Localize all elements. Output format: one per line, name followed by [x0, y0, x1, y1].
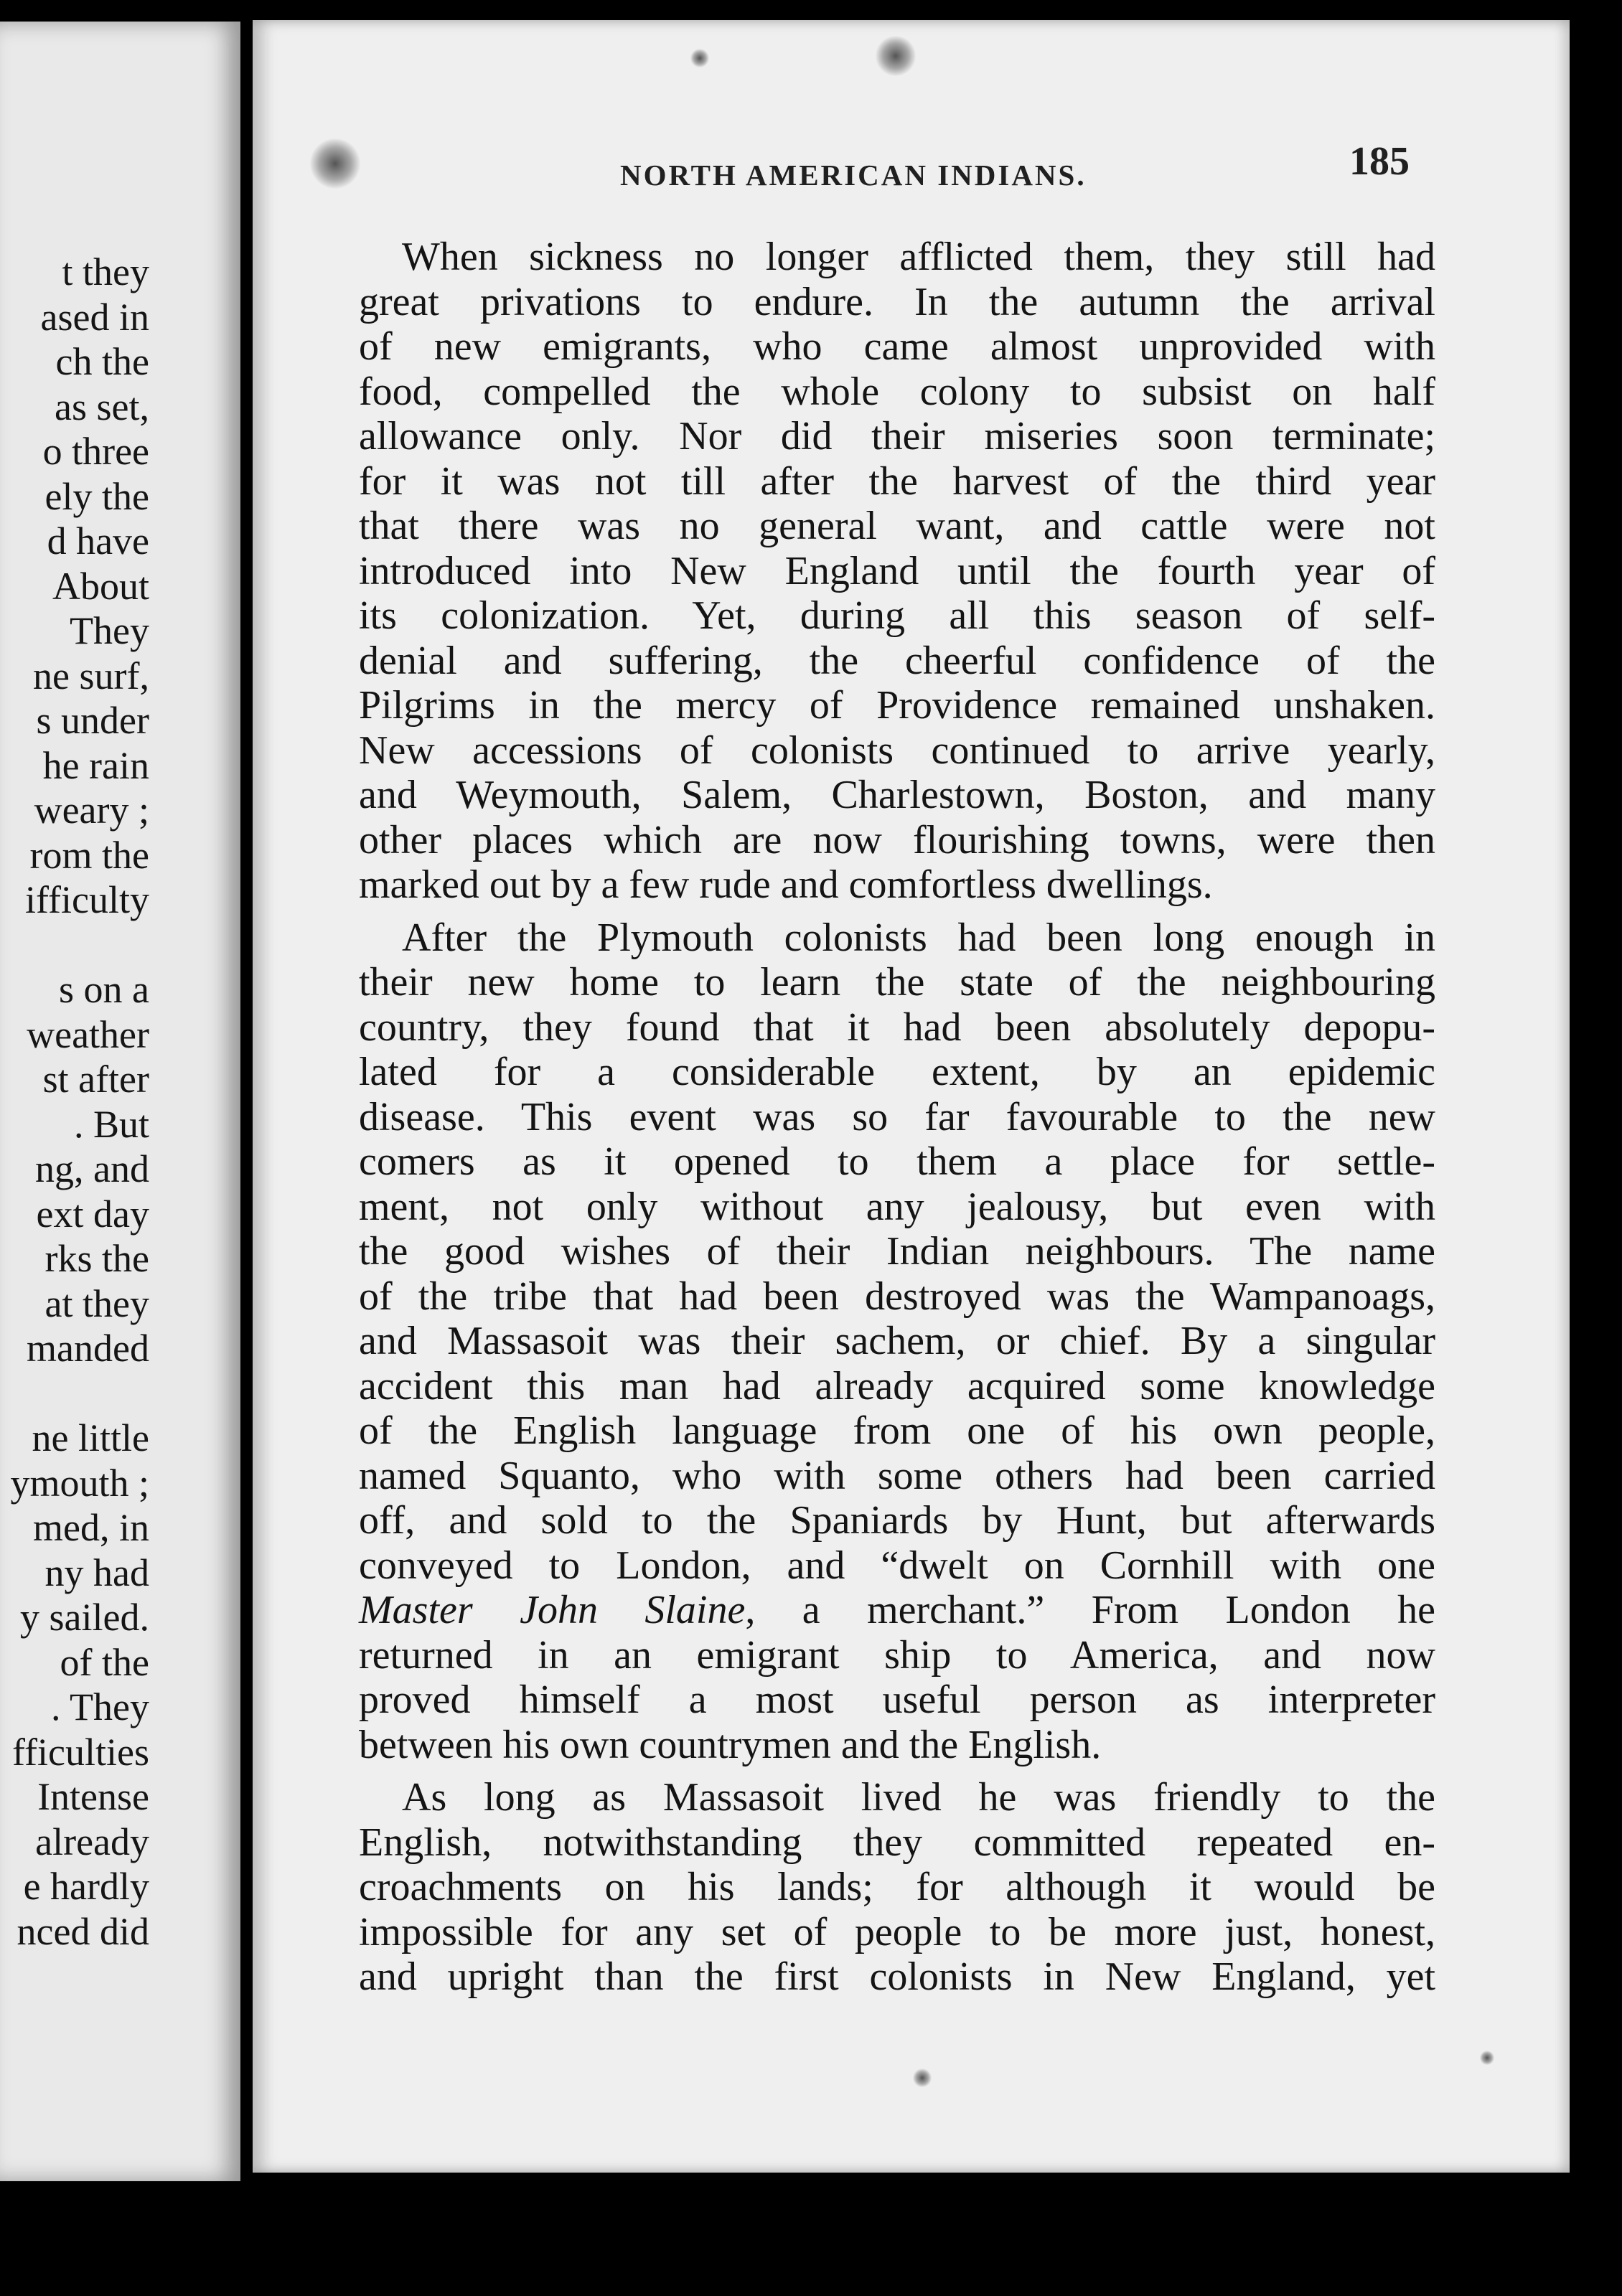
running-head: NORTH AMERICAN INDIANS. [620, 159, 1087, 192]
text-line: between his own countrymen and the English. [359, 1722, 1102, 1767]
facing-line-fragment: as set, [55, 385, 149, 428]
text-line: of new emigrants, who came almost unprovided with [359, 324, 1435, 369]
text-line: comers as it opened to them a place for settle- [359, 1139, 1435, 1184]
facing-line-fragment: ny had [44, 1551, 149, 1594]
text-line: croachments on his lands; for although it would be [359, 1865, 1435, 1909]
text-line: ment, not only without any jealousy, but even with [359, 1184, 1435, 1229]
facing-line-fragment: ymouth ; [10, 1461, 149, 1505]
facing-line-fragment: at they [44, 1281, 149, 1325]
text-line: country, they found that it had been absolutely depopu- [359, 1004, 1435, 1050]
text-line: introduced into New England until the fourth year of [359, 548, 1435, 593]
facing-line-fragment: ased in [40, 295, 149, 339]
dust-spot [876, 36, 916, 76]
paragraph-1 [359, 235, 1435, 908]
text-line: marked out by a few rude and comfortless dwellings. [359, 862, 1213, 907]
page-number: 185 [1349, 139, 1410, 184]
facing-line-fragment: already [35, 1820, 149, 1863]
facing-line-fragment: o three [42, 430, 149, 473]
text-line: When sickness no longer afflicted them, they still had [402, 235, 1435, 279]
facing-line-fragment: st after [42, 1058, 149, 1101]
text-line: other places which are now flourishing towns, were then [359, 817, 1435, 862]
facing-line-fragment [0, 1371, 149, 1416]
text-line: After the Plymouth colonists had been long enough in [402, 915, 1435, 960]
body-text [359, 235, 1435, 2000]
text-line: and Massasoit was their sachem, or chief. By a singular [359, 1319, 1435, 1363]
text-line: great privations to endure. In the autumn the arrival [359, 279, 1435, 324]
text-line: and upright than the first colonists in New England, yet [359, 1954, 1435, 1999]
paragraph-2 [359, 916, 1435, 1768]
text-line: of the tribe that had been destroyed was the Wampanoags, [359, 1274, 1435, 1319]
facing-line-fragment: ext day [36, 1192, 149, 1236]
text-line: impossible for any set of people to be more just, honest, [359, 1909, 1435, 1954]
text-line: lated for a considerable extent, by an epidemic [359, 1050, 1435, 1094]
dust-spot [690, 49, 709, 67]
facing-line-fragment: fficulties [12, 1730, 149, 1774]
dust-spot [1480, 2051, 1494, 2065]
text-line: returned in an emigrant ship to America, and now [359, 1632, 1435, 1678]
facing-line-fragment: ely the [44, 474, 149, 518]
text-line: and Weymouth, Salem, Charlestown, Boston, and many [359, 773, 1435, 817]
facing-line-fragment: nced did [17, 1909, 149, 1953]
text-line: conveyed to London, and “dwelt on Cornhill with one [359, 1543, 1435, 1588]
facing-line-fragment: manded [27, 1327, 149, 1370]
facing-line-fragment: ifficulty [25, 878, 149, 921]
facing-line-fragment: . They [51, 1685, 149, 1728]
facing-line-fragment: he rain [42, 743, 149, 787]
facing-line-fragment: ch the [55, 340, 149, 383]
facing-line-fragment: ne surf, [33, 654, 149, 697]
scan-border-right [1570, 0, 1622, 2296]
facing-line-fragment [0, 923, 149, 968]
text-line: New accessions of colonists continued to arrive yearly, [359, 728, 1435, 773]
text-line: their new home to learn the state of the neighbouring [359, 960, 1435, 1004]
text-line: Master John Slaine, a merchant.” From London he [359, 1588, 1435, 1632]
facing-line-fragment: of the [60, 1640, 149, 1684]
text-line: disease. This event was so far favourable to the new [359, 1094, 1435, 1139]
dust-spot [310, 138, 360, 189]
facing-page-text-fragments [0, 250, 149, 1954]
text-line: named Squanto, who with some others had been carried [359, 1453, 1435, 1498]
facing-line-fragment: y sailed. [20, 1596, 149, 1639]
facing-line-fragment: d have [47, 519, 149, 563]
facing-line-fragment: ne little [32, 1416, 149, 1459]
facing-line-fragment: . But [73, 1102, 149, 1146]
text-line: Pilgrims in the mercy of Providence remained unshaken. [359, 683, 1435, 728]
text-line: for it was not till after the harvest of the third year [359, 458, 1435, 504]
facing-line-fragment: weather [27, 1012, 149, 1056]
text-line: English, notwithstanding they committed repeated en- [359, 1820, 1435, 1865]
text-line: that there was no general want, and cattle were not [359, 504, 1435, 548]
dust-spot [913, 2069, 932, 2087]
text-line: allowance only. Nor did their miseries soon terminate; [359, 414, 1435, 458]
text-line: of the English language from one of his own people, [359, 1408, 1435, 1453]
text-line: the good wishes of their Indian neighbours. The name [359, 1229, 1435, 1274]
text-line: off, and sold to the Spaniards by Hunt, but afterwards [359, 1498, 1435, 1543]
text-line: denial and suffering, the cheerful confidence of the [359, 638, 1435, 683]
italic-name: Master John Slaine [359, 1588, 746, 1632]
text-line: As long as Massasoit lived he was friendly to the [402, 1775, 1435, 1820]
facing-line-fragment: rks the [44, 1237, 149, 1280]
facing-line-fragment: s on a [59, 968, 149, 1011]
text-line: food, compelled the whole colony to subsist on half [359, 369, 1435, 414]
facing-line-fragment: e hardly [23, 1865, 149, 1908]
text-line: accident this man had already acquired some knowledge [359, 1363, 1435, 1408]
facing-line-fragment: t they [62, 250, 149, 293]
facing-page-left [0, 22, 240, 2181]
facing-line-fragment: med, in [33, 1506, 149, 1549]
facing-line-fragment: Intense [37, 1775, 149, 1818]
paragraph-3 [359, 1775, 1435, 2000]
text-line: proved himself a most useful person as interpreter [359, 1678, 1435, 1722]
facing-line-fragment: ng, and [35, 1147, 149, 1190]
facing-line-fragment: rom the [29, 833, 149, 877]
facing-line-fragment: About [52, 564, 149, 608]
facing-line-fragment: They [70, 609, 149, 652]
facing-line-fragment: weary ; [34, 789, 149, 832]
text-line: its colonization. Yet, during all this season of self- [359, 593, 1435, 638]
facing-line-fragment: s under [36, 699, 149, 742]
